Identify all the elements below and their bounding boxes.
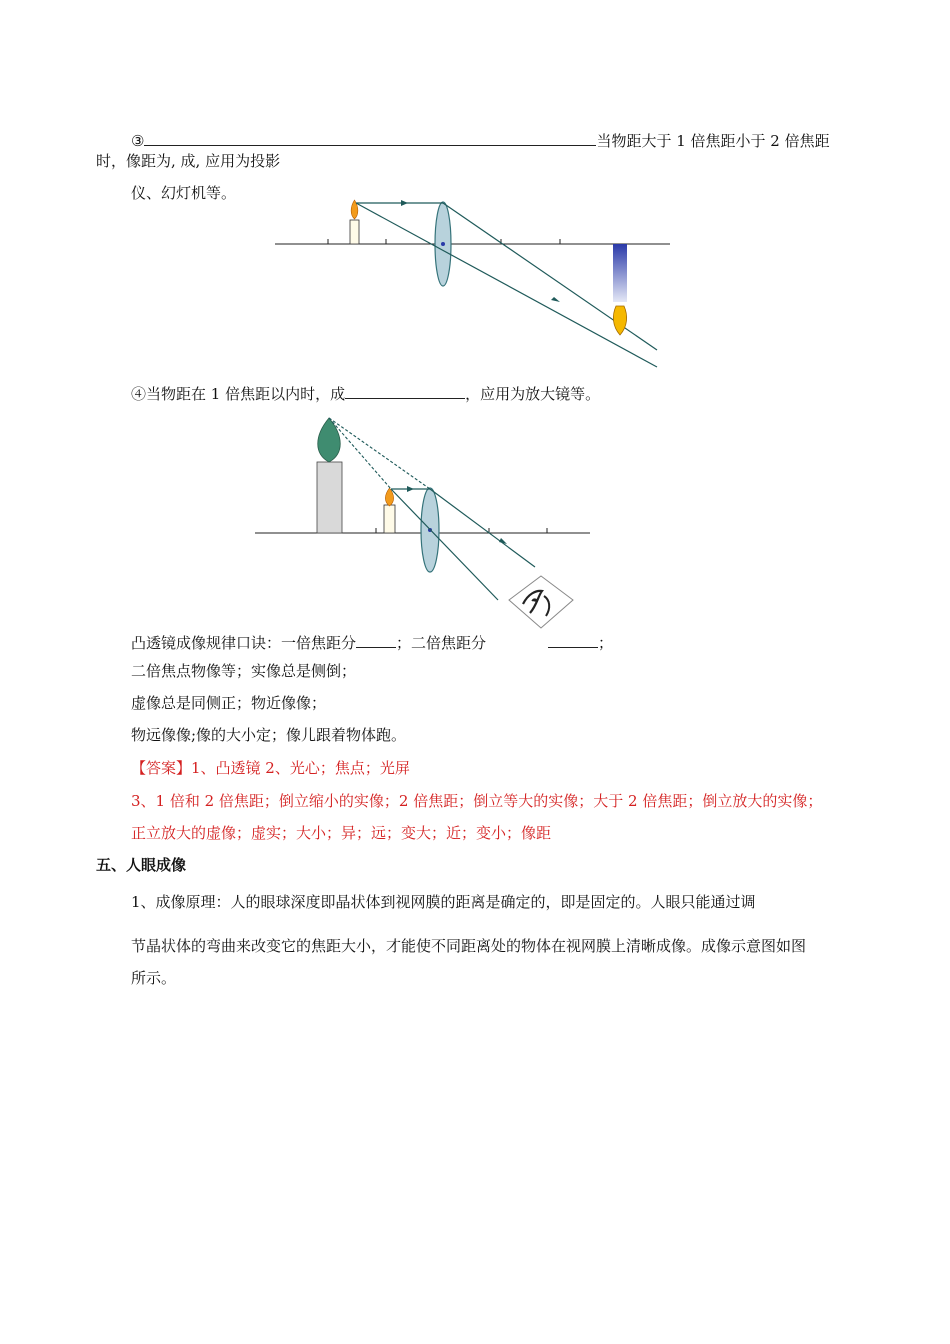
rhyme-line1 [131,633,613,653]
eye-icon [509,576,573,628]
rhyme-line1-b: ；二倍焦距分 [396,634,487,652]
rhyme-line1-c: ； [598,634,614,652]
virtual-image-candle [317,418,342,533]
item3-line2: 时，像距为, 成, 应用为投影 [96,152,281,170]
section5-heading: 五、人眼成像 [96,856,187,874]
axis-tick-marks [376,528,547,533]
virtual-ray-extensions [329,418,430,489]
item3-blank [144,131,596,146]
rhyme-line1-a: 凸透镜成像规律口诀：一倍焦距分 [131,634,357,652]
inverted-image-flame [613,306,626,335]
section5-p1: 1、成像原理：人的眼球深度即晶状体到视网膜的距离是确定的，即是固定的。人眼只能通过调 [131,893,756,911]
section5-p2: 节晶状体的弯曲来改变它的焦距大小，才能使不同距离处的物体在视网膜上清晰成像。成像示意图如图 [131,937,807,955]
item4-suffix: ，应用为放大镜等。 [465,385,601,403]
light-rays [356,203,657,367]
rhyme-line4: 物远像像;像的大小定；像儿跟着物体跑。 [131,726,407,744]
item3-line3: 仪、幻灯机等。 [131,184,237,202]
ray-arrows [401,200,560,302]
answer-line2: 3、1 倍和 2 倍焦距；倒立缩小的实像；2 倍焦距；倒立等大的实像；大于 2 倍焦距；倒立放大的实像； [131,792,823,810]
item3-line1 [131,131,830,151]
answer-line1: 【答案】1、凸透镜 2、光心；焦点；光屏 [131,759,410,777]
rhyme-blank-1 [356,633,396,648]
section5-p3: 所示。 [131,969,177,987]
answer-line3: 正立放大的虚像；虚实；大小；异；远；变大；近；变小；像距 [131,824,552,842]
item4-blank [345,384,465,399]
projection-screen [613,244,627,302]
item4-line [131,384,600,404]
item3-tail: 当物距大于 1 倍焦距小于 2 倍焦距 [596,132,830,150]
candle-object [350,200,359,244]
rhyme-blank-2 [548,633,598,648]
diagram-virtual-image [250,410,590,635]
rhyme-line2: 二倍焦点物像等；实像总是侧倒； [131,662,357,680]
light-rays [391,489,535,600]
rhyme-line3: 虚像总是同侧正；物近像像； [131,694,327,712]
optical-center [441,242,445,246]
diagram-real-enlarged-image [270,190,670,370]
item4-prefix: ④当物距在 1 倍焦距以内时，成 [131,385,346,403]
item3-number: ③ [131,132,145,150]
candle-object [384,488,395,533]
